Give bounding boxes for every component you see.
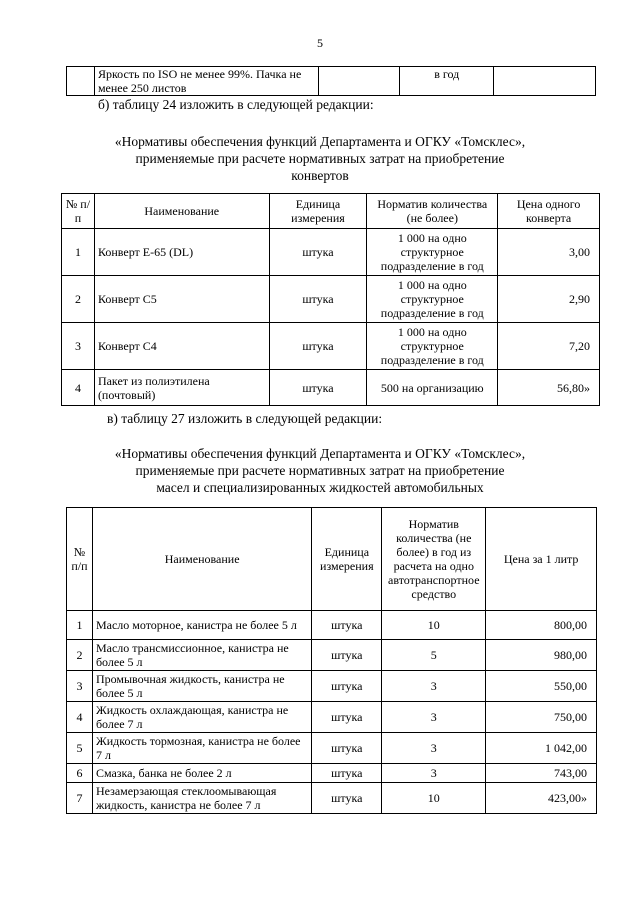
row-num: 4 (62, 370, 95, 406)
header-norm: Норматив количества (не более) (367, 194, 498, 229)
table-row (67, 640, 597, 671)
heading-table-24 (0, 133, 640, 184)
heading-line: конвертов (291, 168, 349, 183)
header-price: Цена одного конверта (498, 194, 600, 229)
header-unit: Единица измерения (312, 508, 382, 611)
row-name: Масло моторное, канистра не более 5 л (92, 611, 311, 640)
row-name: Незамерзающая стеклоомывающая жидкость, канистра не более 7 л (92, 783, 311, 814)
heading-line: применяемые при расчете нормативных затрат на приобретение (135, 463, 505, 478)
table-cell (494, 67, 596, 96)
paragraph-table-27: в) таблицу 27 изложить в следующей редакции: (107, 411, 383, 426)
row-norm: 1 000 на одно структурное подразделение в год (367, 323, 498, 370)
row-unit: штука (312, 640, 382, 671)
row-norm: 10 (382, 611, 486, 640)
header-price: Цена за 1 литр (486, 508, 597, 611)
row-num: 4 (67, 702, 93, 733)
row-name: Пакет из полиэтилена (почтовый) (94, 370, 269, 406)
row-price: 56,80» (498, 370, 600, 406)
previous-table-fragment (66, 66, 596, 96)
header-name: Наименование (94, 194, 269, 229)
table-row (67, 764, 597, 783)
item-description: Яркость по ISO не менее 99%. Пачка не менее 250 листов (94, 67, 318, 96)
row-price: 423,00» (486, 783, 597, 814)
table-row (67, 733, 597, 764)
row-unit: штука (269, 229, 367, 276)
table-24 (61, 193, 600, 406)
period-cell: в год (400, 67, 494, 96)
row-price: 2,90 (498, 276, 600, 323)
row-unit: штука (269, 276, 367, 323)
table-row (67, 702, 597, 733)
heading-line: применяемые при расчете нормативных затрат на приобретение (135, 151, 505, 166)
table-cell (67, 67, 95, 96)
row-num: 2 (67, 640, 93, 671)
row-num: 6 (67, 764, 93, 783)
row-price: 550,00 (486, 671, 597, 702)
header-norm: Норматив количества (не более) в год из расчета на одно автотранспортное средство (382, 508, 486, 611)
row-price: 980,00 (486, 640, 597, 671)
row-name: Масло трансмиссионное, канистра не более 5 л (92, 640, 311, 671)
row-unit: штука (269, 323, 367, 370)
row-unit: штука (269, 370, 367, 406)
row-name: Жидкость охлаждающая, канистра не более 7 л (92, 702, 311, 733)
row-price: 743,00 (486, 764, 597, 783)
table-cell (318, 67, 400, 96)
heading-line: масел и специализированных жидкостей автомобильных (156, 480, 484, 495)
row-name: Жидкость тормозная, канистра не более 7 л (92, 733, 311, 764)
row-unit: штука (312, 783, 382, 814)
row-price: 1 042,00 (486, 733, 597, 764)
row-name: Промывочная жидкость, канистра не более 5 л (92, 671, 311, 702)
row-norm: 1 000 на одно структурное подразделение в год (367, 276, 498, 323)
row-name: Смазка, банка не более 2 л (92, 764, 311, 783)
row-unit: штука (312, 671, 382, 702)
row-name: Конверт С5 (94, 276, 269, 323)
row-norm: 5 (382, 640, 486, 671)
row-unit: штука (312, 702, 382, 733)
heading-line: «Нормативы обеспечения функций Департамента и ОГКУ «Томсклес», (114, 446, 526, 461)
table-row (67, 671, 597, 702)
table-row (62, 276, 600, 323)
table-row (67, 67, 596, 96)
row-price: 7,20 (498, 323, 600, 370)
header-unit: Единица измерения (269, 194, 367, 229)
table-row (62, 229, 600, 276)
row-norm: 10 (382, 783, 486, 814)
row-num: 3 (62, 323, 95, 370)
paragraph-table-24: б) таблицу 24 изложить в следующей редакции: (98, 97, 374, 112)
row-num: 3 (67, 671, 93, 702)
header-num: № п/п (67, 508, 93, 611)
table-header-row (62, 194, 600, 229)
row-name: Конверт Е-65 (DL) (94, 229, 269, 276)
row-unit: штука (312, 611, 382, 640)
table-row (62, 323, 600, 370)
table-header-row (67, 508, 597, 611)
row-norm: 3 (382, 733, 486, 764)
row-unit: штука (312, 733, 382, 764)
row-norm: 3 (382, 764, 486, 783)
row-norm: 3 (382, 702, 486, 733)
row-unit: штука (312, 764, 382, 783)
heading-line: «Нормативы обеспечения функций Департамента и ОГКУ «Томсклес», (114, 134, 526, 149)
row-num: 1 (62, 229, 95, 276)
table-row (62, 370, 600, 406)
table-row (67, 783, 597, 814)
page-number: 5 (317, 36, 323, 50)
table-row (67, 611, 597, 640)
row-price: 750,00 (486, 702, 597, 733)
row-name: Конверт С4 (94, 323, 269, 370)
header-num: № п/п (62, 194, 95, 229)
header-name: Наименование (92, 508, 311, 611)
table-27 (66, 507, 597, 814)
row-num: 7 (67, 783, 93, 814)
row-num: 1 (67, 611, 93, 640)
heading-table-27 (0, 445, 640, 496)
row-price: 800,00 (486, 611, 597, 640)
row-norm: 1 000 на одно структурное подразделение в год (367, 229, 498, 276)
row-norm: 3 (382, 671, 486, 702)
row-num: 5 (67, 733, 93, 764)
row-price: 3,00 (498, 229, 600, 276)
row-num: 2 (62, 276, 95, 323)
row-norm: 500 на организацию (367, 370, 498, 406)
